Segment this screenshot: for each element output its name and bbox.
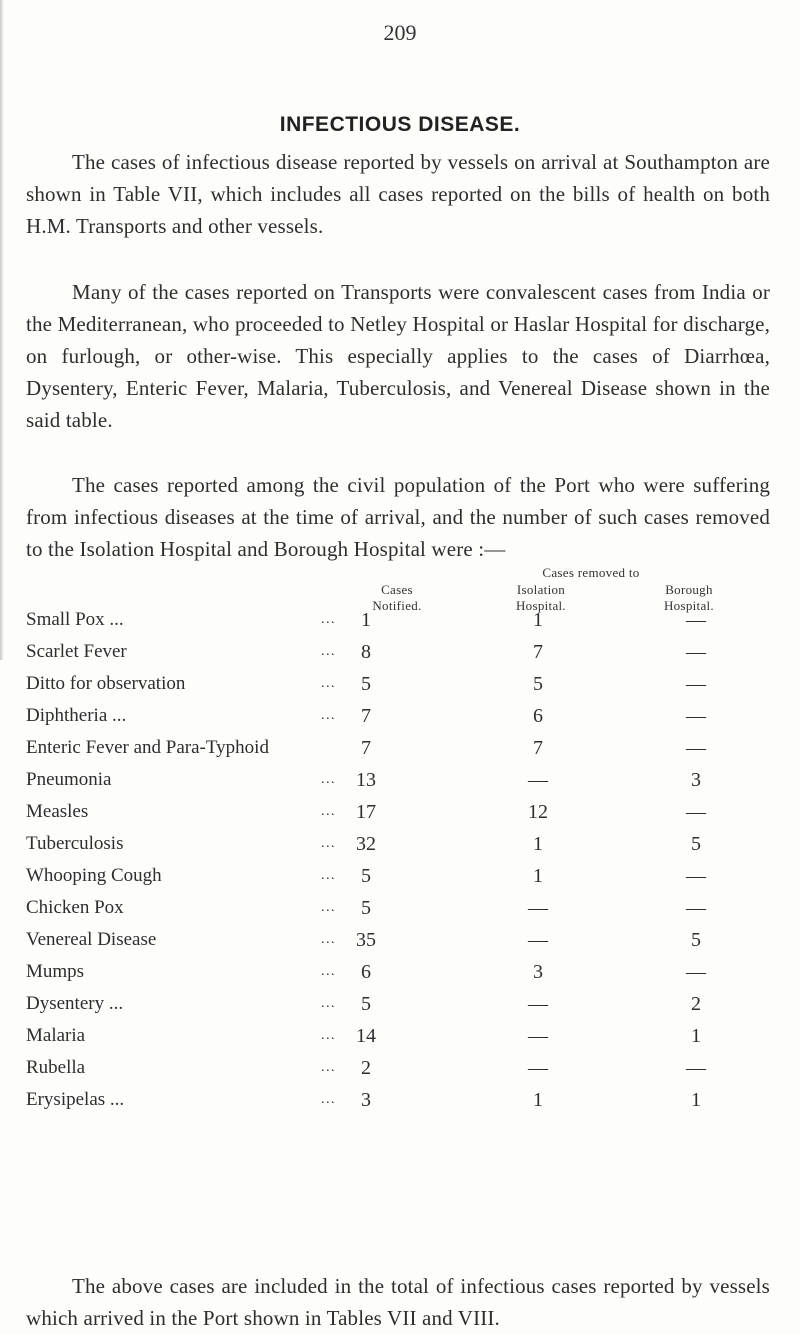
table-row [26, 668, 776, 700]
header-isolation-line1: Isolation [516, 582, 566, 597]
cell-borough: — [686, 737, 706, 759]
disease-name: Rubella [26, 1057, 86, 1078]
dot-leader: ... [321, 1092, 336, 1107]
cell-isolation: — [528, 897, 548, 919]
header-cases-removed-to: Cases removed to [542, 565, 640, 580]
disease-name: Chicken Pox [26, 897, 124, 918]
cell-notified: 1 [361, 609, 371, 631]
table-row [26, 956, 776, 988]
disease-name: Enteric Fever and Para-Typhoid [26, 737, 269, 758]
cell-borough: 1 [691, 1089, 701, 1111]
header-borough-line1: Borough [665, 582, 713, 597]
table-row [26, 860, 776, 892]
cell-isolation: 5 [533, 673, 543, 695]
dot-leader: ... [321, 868, 336, 883]
table-row [26, 1084, 776, 1116]
cell-borough: — [686, 641, 706, 663]
disease-name: Scarlet Fever [26, 641, 127, 662]
cell-notified: 2 [361, 1057, 371, 1079]
paragraph-intro: The cases of infectious disease reported by vessels on arrival at Southampton are shown in Table VII, which includes all cases reported on the bills of health on both H.M. Transports and other vessels. [26, 150, 770, 238]
disease-name: Whooping Cough [26, 865, 162, 886]
dot-leader: ... [321, 1060, 336, 1075]
cell-isolation: — [528, 993, 548, 1015]
disease-name: Malaria [26, 1025, 86, 1046]
dot-leader: ... [321, 644, 336, 659]
dot-leader: ... [321, 708, 336, 723]
cell-isolation: — [528, 1057, 548, 1079]
cell-isolation: 1 [533, 609, 543, 631]
table-row [26, 732, 776, 764]
cell-borough: — [686, 609, 706, 631]
cell-notified: 13 [356, 769, 376, 791]
dot-leader: ... [321, 932, 336, 947]
cell-notified: 14 [356, 1025, 376, 1047]
cell-notified: 5 [361, 993, 371, 1015]
table-row [26, 1052, 776, 1084]
cell-notified: 35 [356, 929, 376, 951]
disease-name: Diphtheria ... [26, 705, 127, 726]
cell-borough: — [686, 1057, 706, 1079]
table-row [26, 988, 776, 1020]
cell-notified: 3 [361, 1089, 371, 1111]
dot-leader: ... [321, 836, 336, 851]
cell-borough: — [686, 865, 706, 887]
paragraph-transports: Many of the cases reported on Transports were convalescent cases from India or the Mediterranean, who proceeded to Netley Hospital or Haslar Hospital for discharge, on furlough, or other-wise. This especially applies to the cases of Diarrhœa, Dysentery, Enteric Fever, Malaria, Tuberculosis, and Venereal Disease shown in the said table. [26, 280, 770, 432]
cell-notified: 7 [361, 737, 371, 759]
table-row [26, 796, 776, 828]
page-edge-shadow [0, 0, 4, 660]
cell-notified: 5 [361, 673, 371, 695]
table-row [26, 1020, 776, 1052]
dot-leader: ... [321, 772, 336, 787]
header-cases-notified-line2: Notified. [372, 598, 422, 613]
cell-isolation: — [528, 929, 548, 951]
dot-leader: ... [321, 900, 336, 915]
table-row [26, 892, 776, 924]
disease-name: Measles [26, 801, 89, 822]
cell-borough: — [686, 801, 706, 823]
cell-isolation: 7 [533, 641, 543, 663]
table-row [26, 764, 776, 796]
cell-isolation: 6 [533, 705, 543, 727]
disease-name: Tuberculosis [26, 833, 124, 854]
dot-leader: ... [321, 676, 336, 691]
table-row [26, 828, 776, 860]
dot-leader: ... [321, 804, 336, 819]
cell-borough: 2 [691, 993, 701, 1015]
table-row [26, 700, 776, 732]
dot-leader: ... [321, 1028, 336, 1043]
cell-notified: 6 [361, 961, 371, 983]
cell-borough: 5 [691, 929, 701, 951]
cell-notified: 32 [356, 833, 376, 855]
cell-borough: 5 [691, 833, 701, 855]
page-number: 209 [383, 20, 417, 45]
paragraph-closing: The above cases are included in the total of infectious cases reported by vessels which arrived in the Port shown in Tables VII and VIII. [26, 1274, 770, 1330]
cell-isolation: 1 [533, 1089, 543, 1111]
cell-isolation: 1 [533, 833, 543, 855]
cell-borough: — [686, 961, 706, 983]
cell-isolation: — [528, 769, 548, 791]
dot-leader: ... [321, 612, 336, 627]
cell-notified: 5 [361, 865, 371, 887]
paragraph-civil-population: The cases reported among the civil population of the Port who were suffering from infectious diseases at the time of arrival, and the number of such cases removed to the Isolation Hospital and Borough Hospital were :— [26, 473, 770, 561]
disease-name: Dysentery ... [26, 993, 124, 1014]
table-row [26, 924, 776, 956]
disease-name: Ditto for observation [26, 673, 186, 694]
cell-isolation: 1 [533, 865, 543, 887]
table-row [26, 636, 776, 668]
cell-borough: — [686, 705, 706, 727]
disease-name: Venereal Disease [26, 929, 157, 950]
disease-name: Small Pox ... [26, 609, 124, 630]
dot-leader: ... [321, 996, 336, 1011]
cell-notified: 5 [361, 897, 371, 919]
header-borough-line2: Hospital. [663, 598, 714, 613]
table-row [26, 604, 776, 636]
header-isolation-line2: Hospital. [515, 598, 566, 613]
disease-name: Erysipelas ... [26, 1089, 125, 1110]
disease-name: Pneumonia [26, 769, 112, 790]
disease-name: Mumps [26, 961, 85, 982]
cell-isolation: 7 [533, 737, 543, 759]
cell-borough: — [686, 673, 706, 695]
dot-leader: ... [321, 964, 336, 979]
cell-isolation: — [528, 1025, 548, 1047]
header-cases-notified-line1: Cases [381, 582, 413, 597]
cell-borough: 3 [691, 769, 701, 791]
page-heading: INFECTIOUS DISEASE. [279, 113, 521, 136]
cell-notified: 17 [356, 801, 376, 823]
cell-borough: 1 [691, 1025, 701, 1047]
cell-isolation: 12 [528, 801, 548, 823]
cell-notified: 7 [361, 705, 371, 727]
cell-borough: — [686, 897, 706, 919]
cell-notified: 8 [361, 641, 371, 663]
cell-isolation: 3 [533, 961, 543, 983]
